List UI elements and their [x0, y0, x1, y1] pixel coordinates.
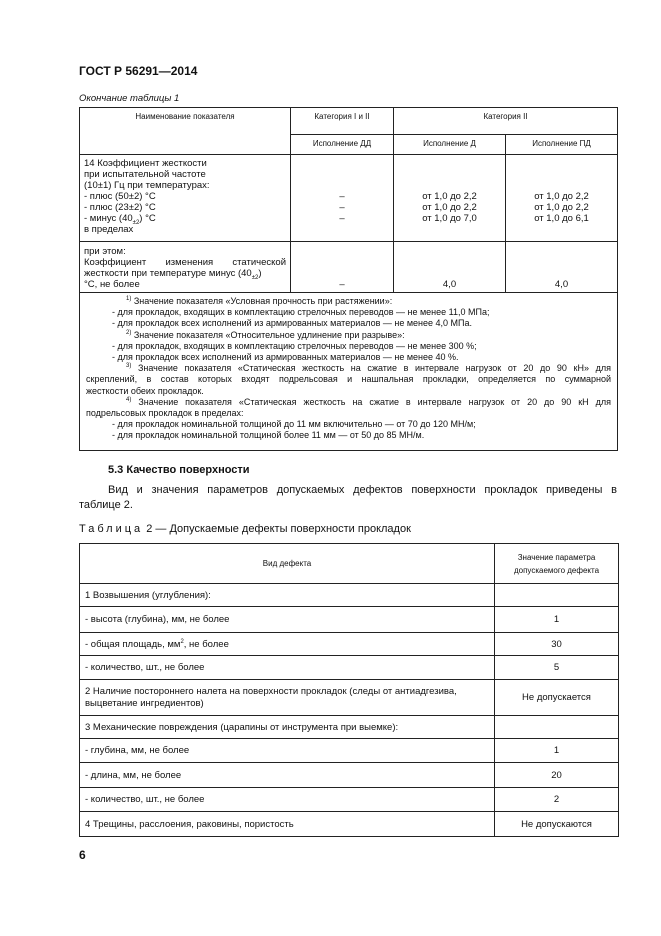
table-row: - высота (глубина), мм, не более 1	[80, 607, 619, 633]
row14-pd: от 1,0 до 2,2 от 1,0 до 2,2 от 1,0 до 6,1	[506, 155, 618, 242]
row14-dd: – – –	[291, 155, 394, 242]
table-row: 3 Механические повреждения (царапины от инструмента при выемке):	[80, 716, 619, 739]
header-value: Значение параметра допускаемого дефекта	[495, 544, 619, 584]
row14-line: в пределах	[84, 224, 134, 235]
table-1	[79, 107, 618, 451]
row14-line: (10±1) Гц при температурах:	[84, 180, 210, 191]
row14-line: - минус $(40_{\pm 2})$ °С	[84, 213, 156, 226]
table-2-title: Таблица 2 — Допускаемые дефекты поверхности прокладок	[79, 523, 411, 535]
table-continuation-label: Окончание таблицы 1	[79, 93, 180, 104]
footnote-2: $^{2)}$ Значение показателя «Относительное удлинение при разрыве»:	[126, 329, 405, 340]
document-code: ГОСТ Р 56291—2014	[79, 64, 198, 78]
header-pd: Исполнение ПД	[506, 135, 618, 155]
row14-d: от 1,0 до 2,2 от 1,0 до 2,2 от 1,0 до 7,0	[394, 155, 506, 242]
header-d: Исполнение Д	[394, 135, 506, 155]
header-category-1-2: Категория I и II	[291, 108, 394, 135]
footnote-1: $^{1)}$ Значение показателя «Условная прочность при растяжении»:	[126, 296, 393, 306]
table-row: 2 Наличие постороннего налета на поверхности прокладок (следы от антиадгезива, выцветание ингредиентов) Не допускается	[80, 680, 619, 716]
table-row: 1 Возвышения (углубления):	[80, 584, 619, 607]
table-row: 4 Трещины, расслоения, раковины, пористость Не допускаются	[80, 812, 619, 837]
table-row: - глубина, мм, не более 1	[80, 739, 619, 763]
footnote-4: $^{4)}$ Значение показателя «Статическая жесткость на сжатие в интервале нагрузок от 20 до 90 кН для	[126, 396, 611, 407]
row-static-d: 4,0	[394, 242, 506, 293]
table-footnotes: $^{1)}$ Значение показателя «Условная прочность при растяжении»: - для прокладок, входящих в комплектацию стрелочных переводов — не менее 11,0 МПа; - для прокладок всех исполнений из армированных материалов — не менее 4,0 МПа. $^{2)}$ Значение показателя «Относительное удлинение при разрыве»: - для прокладок, входящих в комплектацию стрелочных переводов — не менее 300 %; - для прокладок всех исполнений из армированных материалов — не менее 40 %. $^{3)}$ Значение показателя «Статическая жесткость на сжатие в интервале нагрузок от 20 до 90 кН» для скреплений, в состав которых входят подрельсовая и нашпальная прокладки, определяется по суммарной жесткости обеих прокладок. $^{4)}$ Значение показателя «Статическая жесткость на сжатие в интервале нагрузок от 20 до 90 кН для подрельсовых прокладок в пределах: - для прокладок номинальной толщиной до 11 мм включительно — от 70 до 120 МН/м; - для прокладок номинальной толщиной более 11 мм — от 50 до 85 МН/м.	[80, 293, 618, 451]
row14-indicator	[80, 155, 291, 242]
header-category-2: Категория II	[394, 108, 618, 135]
table-2	[79, 543, 619, 837]
header-defect: Вид дефекта	[80, 544, 495, 584]
table-row: - количество, шт., не более 2	[80, 788, 619, 812]
table-row: - количество, шт., не более 5	[80, 656, 619, 680]
section-paragraph: Вид и значения параметров допускаемых дефектов поверхности прокладок приведены в таблице 2.	[79, 484, 617, 511]
page-number: 6	[79, 848, 86, 862]
footnote-3: $^{3)}$ Значение показателя «Статическая жесткость на сжатие в интервале нагрузок от 20 до 90 кН» для	[126, 363, 611, 374]
table-row	[80, 155, 618, 242]
table-row: - общая площадь, $мм^2$, не более 30	[80, 633, 619, 656]
row14-line: - плюс (23±2) °С	[84, 202, 156, 213]
header-dd: Исполнение ДД	[291, 135, 394, 155]
row-static-dd: –	[291, 242, 394, 293]
header-indicator: Наименование показателя	[80, 108, 291, 155]
row14-line: при испытательной частоте	[84, 169, 206, 180]
table-row: - длина, мм, не более 20	[80, 763, 619, 788]
section-heading: 5.3 Качество поверхности	[108, 464, 250, 476]
row-static-pd: 4,0	[506, 242, 618, 293]
row14-line: - плюс (50±2) °С	[84, 191, 156, 202]
row14-line: 14 Коэффициент жесткости	[84, 158, 207, 169]
row-static-indicator: при этом: Коэффициент изменения статической жесткости при температуре минус $(40_{\pm 2})$ °С, не более	[80, 242, 291, 293]
table-row	[80, 242, 618, 293]
